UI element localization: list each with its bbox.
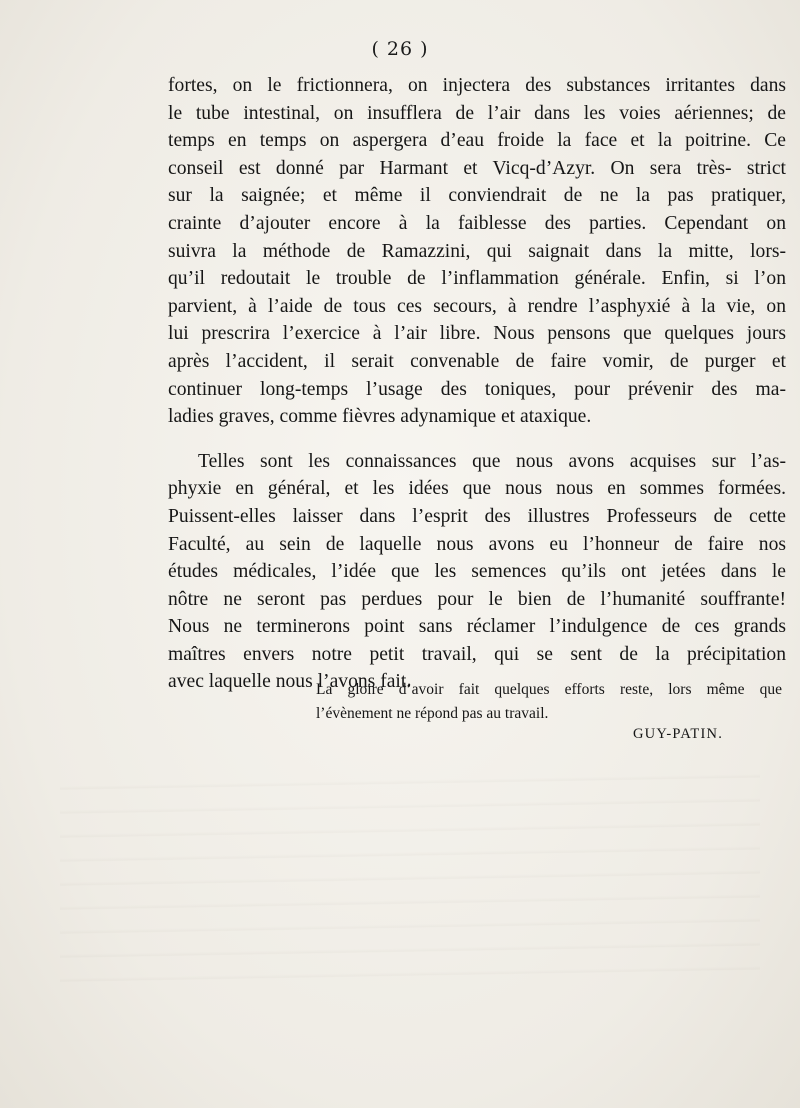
text-line: fortes, on le frictionnera, on injectera des substances irritantes dans	[168, 75, 786, 96]
text-line: maîtres envers notre petit travail, qui se sent de la précipitation	[168, 643, 786, 665]
text-line: sur la saignée; et même il conviendrait de ne la pas pratiquer,	[168, 185, 786, 207]
text-line: temps en temps on aspergera d’eau froide la face et la poitrine. Ce	[168, 130, 786, 152]
paragraph-2	[168, 448, 786, 696]
text-line: le tube intestinal, on insufflera de l’air dans les voies aériennes; de	[168, 102, 786, 124]
text-line: phyxie en général, et les idées que nous nous en sommes formées.	[168, 478, 786, 500]
body-text	[168, 72, 786, 696]
text-line: après l’accident, il serait convenable de faire vomir, de purger et	[168, 350, 786, 372]
text-line: crainte d’ajouter encore à la faiblesse des parties. Cependant on	[168, 212, 786, 234]
text-line: continuer long-temps l’usage des toniques, pour prévenir des ma-	[168, 378, 786, 400]
text-line: suivra la méthode de Ramazzini, qui saignait dans la mitte, lors-	[168, 240, 786, 262]
paragraph-1	[168, 72, 786, 431]
text-line: conseil est donné par Harmant et Vicq-d’Azyr. On sera très- strict	[168, 157, 786, 179]
epigraph-quote	[316, 678, 782, 726]
text-line: parvient, à l’aide de tous ces secours, à rendre l’asphyxié à la vie, on	[168, 295, 786, 317]
text-line: avec laquelle nous l’avons fait.	[168, 671, 412, 693]
epigraph-author: GUY-PATIN.	[633, 726, 724, 742]
text-line: ladies graves, comme fièvres adynamique et ataxique.	[168, 406, 592, 428]
text-line: Puissent-elles laisser dans l’esprit des illustres Professeurs de cette	[168, 505, 786, 527]
page-number: ( 26 )	[371, 38, 429, 60]
epigraph-line: l’évènement ne répond pas au travail.	[316, 705, 549, 722]
text-line: Faculté, au sein de laquelle nous avons eu l’honneur de faire nos	[168, 533, 786, 555]
bleed-through-texture	[60, 770, 760, 990]
epigraph-line: La gloire d’avoir fait quelques efforts reste, lors même que	[316, 681, 782, 698]
text-line: lui prescrira l’exercice à l’air libre. Nous pensons que quelques jours	[168, 323, 786, 345]
text-line: études médicales, l’idée que les semences qu’ils ont jetées dans le	[168, 561, 786, 583]
text-line: Telles sont les connaissances que nous avons acquises sur l’as-	[198, 450, 786, 472]
text-line: nôtre ne seront pas perdues pour le bien de l’humanité souffrante!	[168, 588, 786, 610]
text-line: qu’il redoutait le trouble de l’inflammation générale. Enfin, si l’on	[168, 268, 786, 290]
text-line: Nous ne terminerons point sans réclamer l’indulgence de ces grands	[168, 616, 786, 638]
